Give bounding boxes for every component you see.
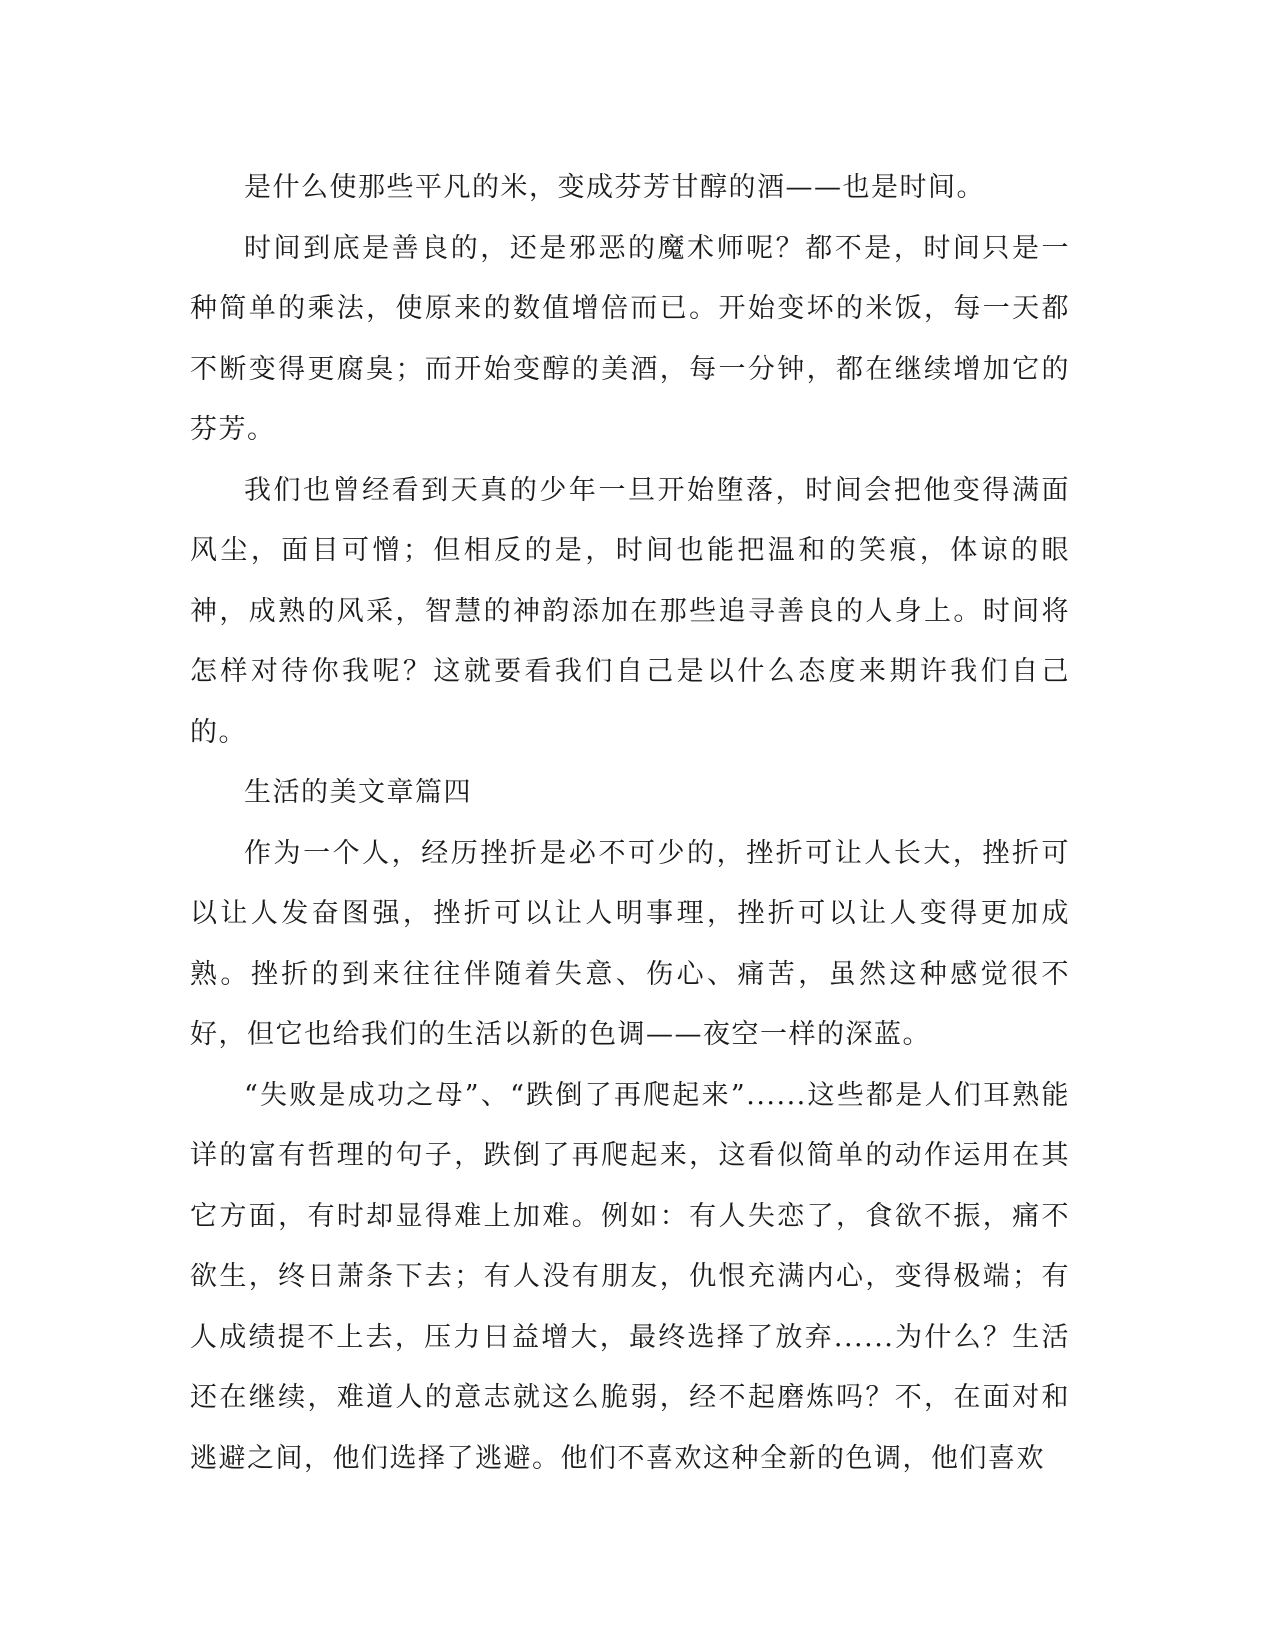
document-body (190, 158, 1070, 1489)
section-heading: 生活的美文章篇四 (244, 777, 472, 808)
paragraph-failure-mother-of-success: “失败是成功之母”、“跌倒了再爬起来”......这些都是人们耳熟能详的富有哲理的句子，跌倒了再爬起来，这看似简单的动作运用在其它方面，有时却显得难上加难。例如：有人失恋了，食欲不振，痛不欲生，终日萧条下去；有人没有朋友，仇恨充满内心，变得极端；有人成绩提不上去，压力日益增大，最终选择了放弃......为什么？生活还在继续，难道人的意志就这么脆弱，经不起磨炼吗？不，在面对和逃避之间，他们选择了逃避。他们不喜欢这种全新的色调，他们喜欢 (190, 1079, 1070, 1474)
paragraph-setbacks: 作为一个人，经历挫折是必不可少的，挫折可让人长大，挫折可以让人发奋图强，挫折可以让人明事理，挫折可以让人变得更加成熟。挫折的到来往往伴随着失意、伤心、痛苦，虽然这种感觉很不好，但它也给我们的生活以新的色调——夜空一样的深蓝。 (190, 837, 1070, 1050)
paragraph-youth-and-time: 我们也曾经看到天真的少年一旦开始堕落，时间会把他变得满面风尘，面目可憎；但相反的是，时间也能把温和的笑痕，体谅的眼神，成熟的风采，智慧的神韵添加在那些追寻善良的人身上。时间将怎样对待你我呢？这就要看我们自己是以什么态度来期许我们自己的。 (190, 474, 1070, 748)
paragraph-time-wine: 是什么使那些平凡的米，变成芬芳甘醇的酒——也是时间。 (244, 172, 985, 203)
paragraph-time-magician: 时间到底是善良的，还是邪恶的魔术师呢？都不是，时间只是一种简单的乘法，使原来的数值增倍而已。开始变坏的米饭，每一天都不断变得更腐臭；而开始变醇的美酒，每一分钟，都在继续增加它的芬芳。 (190, 232, 1070, 445)
